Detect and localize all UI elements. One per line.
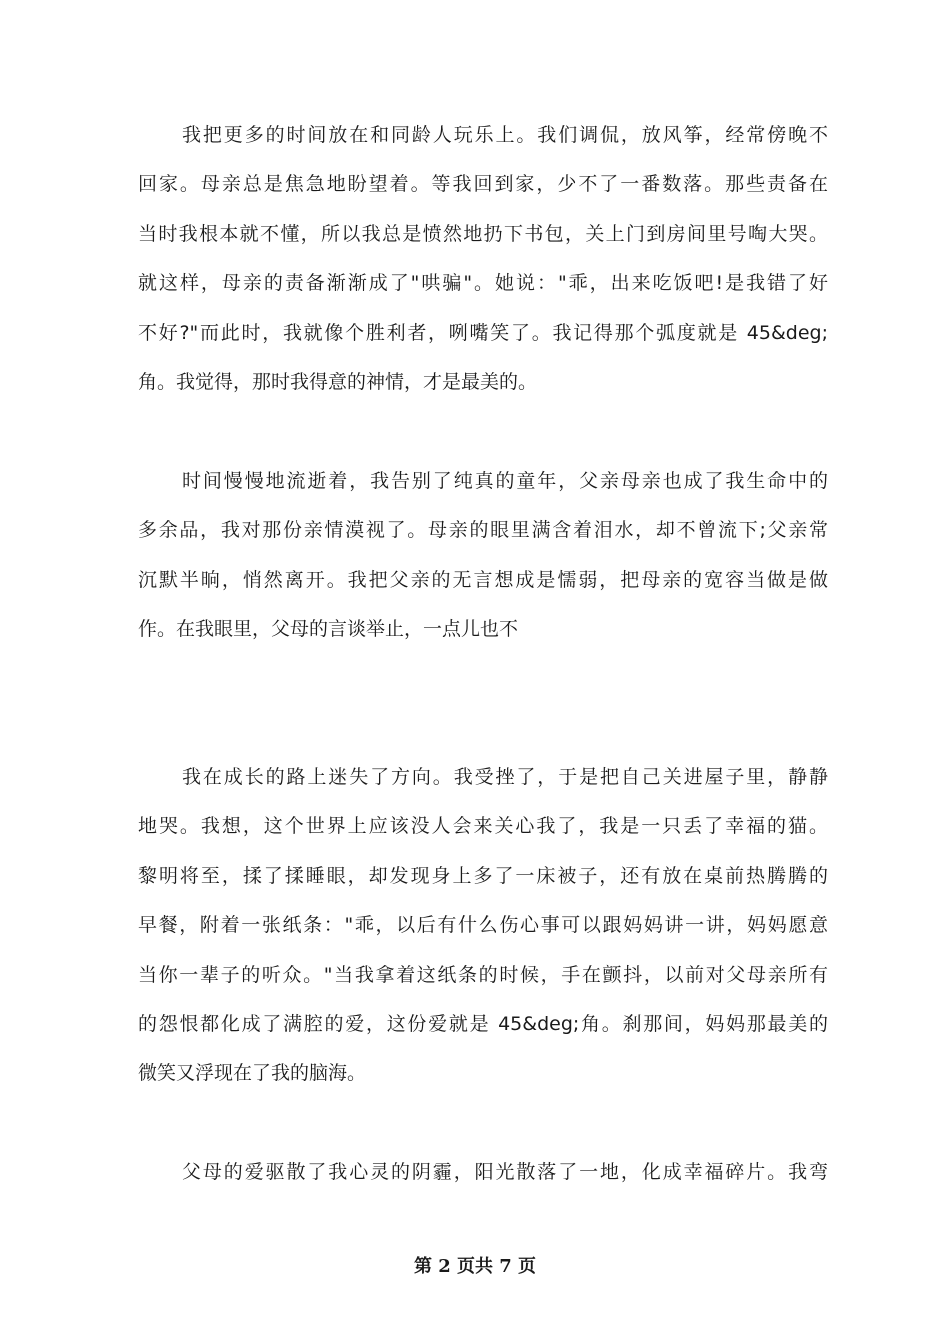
- paragraph-2: [138, 457, 828, 655]
- paragraph-4: [138, 1148, 828, 1197]
- paragraph-3: [138, 753, 828, 1099]
- paragraph-line: 黎明将至，揉了揉睡眼，却发现身上多了一床被子，还有放在桌前热腾腾的: [138, 864, 828, 887]
- paragraph-line: 早餐，附着一张纸条："乖，以后有什么伤心事可以跟妈妈讲一讲，妈妈愿意: [138, 914, 828, 937]
- paragraph-line: 当你一辈子的听众。"当我拿着这纸条的时候，手在颤抖，以前对父母亲所有: [138, 963, 828, 986]
- paragraph-line: 父母的爱驱散了我心灵的阴霾，阳光散落了一地，化成幸福碎片。我弯: [182, 1161, 828, 1183]
- paragraph-line: 沉默半晌，悄然离开。我把父亲的无言想成是懦弱，把母亲的宽容当做是做: [138, 568, 828, 591]
- paragraph-line: 回家。母亲总是焦急地盼望着。等我回到家，少不了一番数落。那些责备在: [138, 173, 828, 196]
- paragraph-line: 就这样，母亲的责备渐渐成了"哄骗"。她说："乖，出来吃饭吧!是我错了好: [138, 272, 828, 295]
- paragraph-line: 不好?"而此时，我就像个胜利者，咧嘴笑了。我记得那个弧度就是 45&deg;: [138, 321, 828, 344]
- paragraph-line: 地哭。我想，这个世界上应该没人会来关心我了，我是一只丢了幸福的猫。: [138, 815, 828, 838]
- page-number-footer: 第 2 页共 7 页: [413, 1256, 537, 1277]
- paragraph-line: 当时我根本就不懂，所以我总是愤然地扔下书包，关上门到房间里号啕大哭。: [138, 222, 828, 245]
- paragraph-line: 的怨恨都化成了满腔的爱，这份爱就是 45&deg;角。刹那间，妈妈那最美的: [138, 1012, 828, 1035]
- paragraph-line: 作。在我眼里，父母的言谈举止，一点儿也不: [138, 618, 519, 641]
- paragraph-line: 多余品，我对那份亲情漠视了。母亲的眼里满含着泪水，却不曾流下;父亲常: [138, 519, 828, 542]
- paragraph-line: 角。我觉得，那时我得意的神情，才是最美的。: [138, 370, 538, 393]
- paragraph-line: 我在成长的路上迷失了方向。我受挫了，于是把自己关进屋子里，静静: [182, 766, 828, 788]
- paragraph-line: 我把更多的时间放在和同龄人玩乐上。我们调侃，放风筝，经常傍晚不: [182, 124, 828, 146]
- paragraph-1: [138, 111, 828, 407]
- paragraph-line: 时间慢慢地流逝着，我告别了纯真的童年，父亲母亲也成了我生命中的: [182, 470, 828, 492]
- paragraph-line: 微笑又浮现在了我的脑海。: [138, 1062, 367, 1085]
